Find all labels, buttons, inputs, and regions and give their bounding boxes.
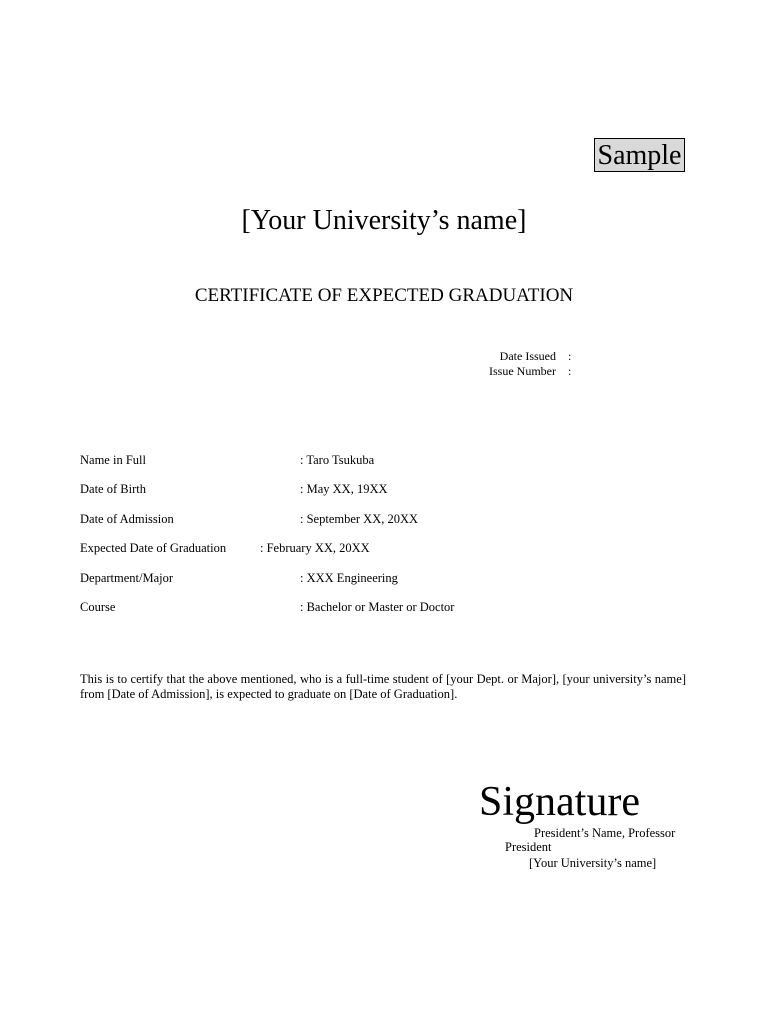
field-value-graduation: : February XX, 20XX: [260, 541, 370, 555]
signature-university: [Your University’s name]: [529, 856, 657, 870]
president-name: President’s Name, Professor: [534, 826, 676, 840]
field-label-course: Course: [80, 600, 116, 614]
president-title: President: [505, 840, 552, 854]
date-issued-row: [472, 349, 571, 364]
field-label-name: Name in Full: [80, 453, 146, 467]
field-value-course: : Bachelor or Master or Doctor: [300, 600, 455, 614]
date-issued-separator: :: [568, 349, 572, 363]
date-issued-label: Date Issued: [499, 349, 556, 363]
certificate-title: CERTIFICATE OF EXPECTED GRADUATION: [194, 285, 574, 306]
field-value-name: : Taro Tsukuba: [300, 453, 375, 467]
issue-number-label: Issue Number: [489, 364, 556, 378]
sample-badge: Sample: [594, 138, 685, 172]
university-title: [Your University’s name]: [241, 205, 527, 236]
field-label-department: Department/Major: [80, 571, 174, 585]
issue-number-separator: :: [568, 364, 572, 378]
field-label-birth: Date of Birth: [80, 482, 146, 496]
signature: Signature: [479, 779, 640, 825]
field-value-department: : XXX Engineering: [300, 571, 398, 585]
certification-statement: This is to certify that the above mentioned, who is a full-time student of [your Dept. or Major], [your university’s name] from [Date of Admission], is expected to graduate on [Date of Graduation].: [80, 672, 686, 701]
field-value-birth: : May XX, 19XX: [300, 482, 388, 496]
issue-number-row: [472, 364, 571, 379]
field-value-admission: : September XX, 20XX: [300, 512, 419, 526]
field-label-admission: Date of Admission: [80, 512, 174, 526]
field-label-graduation: Expected Date of Graduation: [80, 541, 227, 555]
